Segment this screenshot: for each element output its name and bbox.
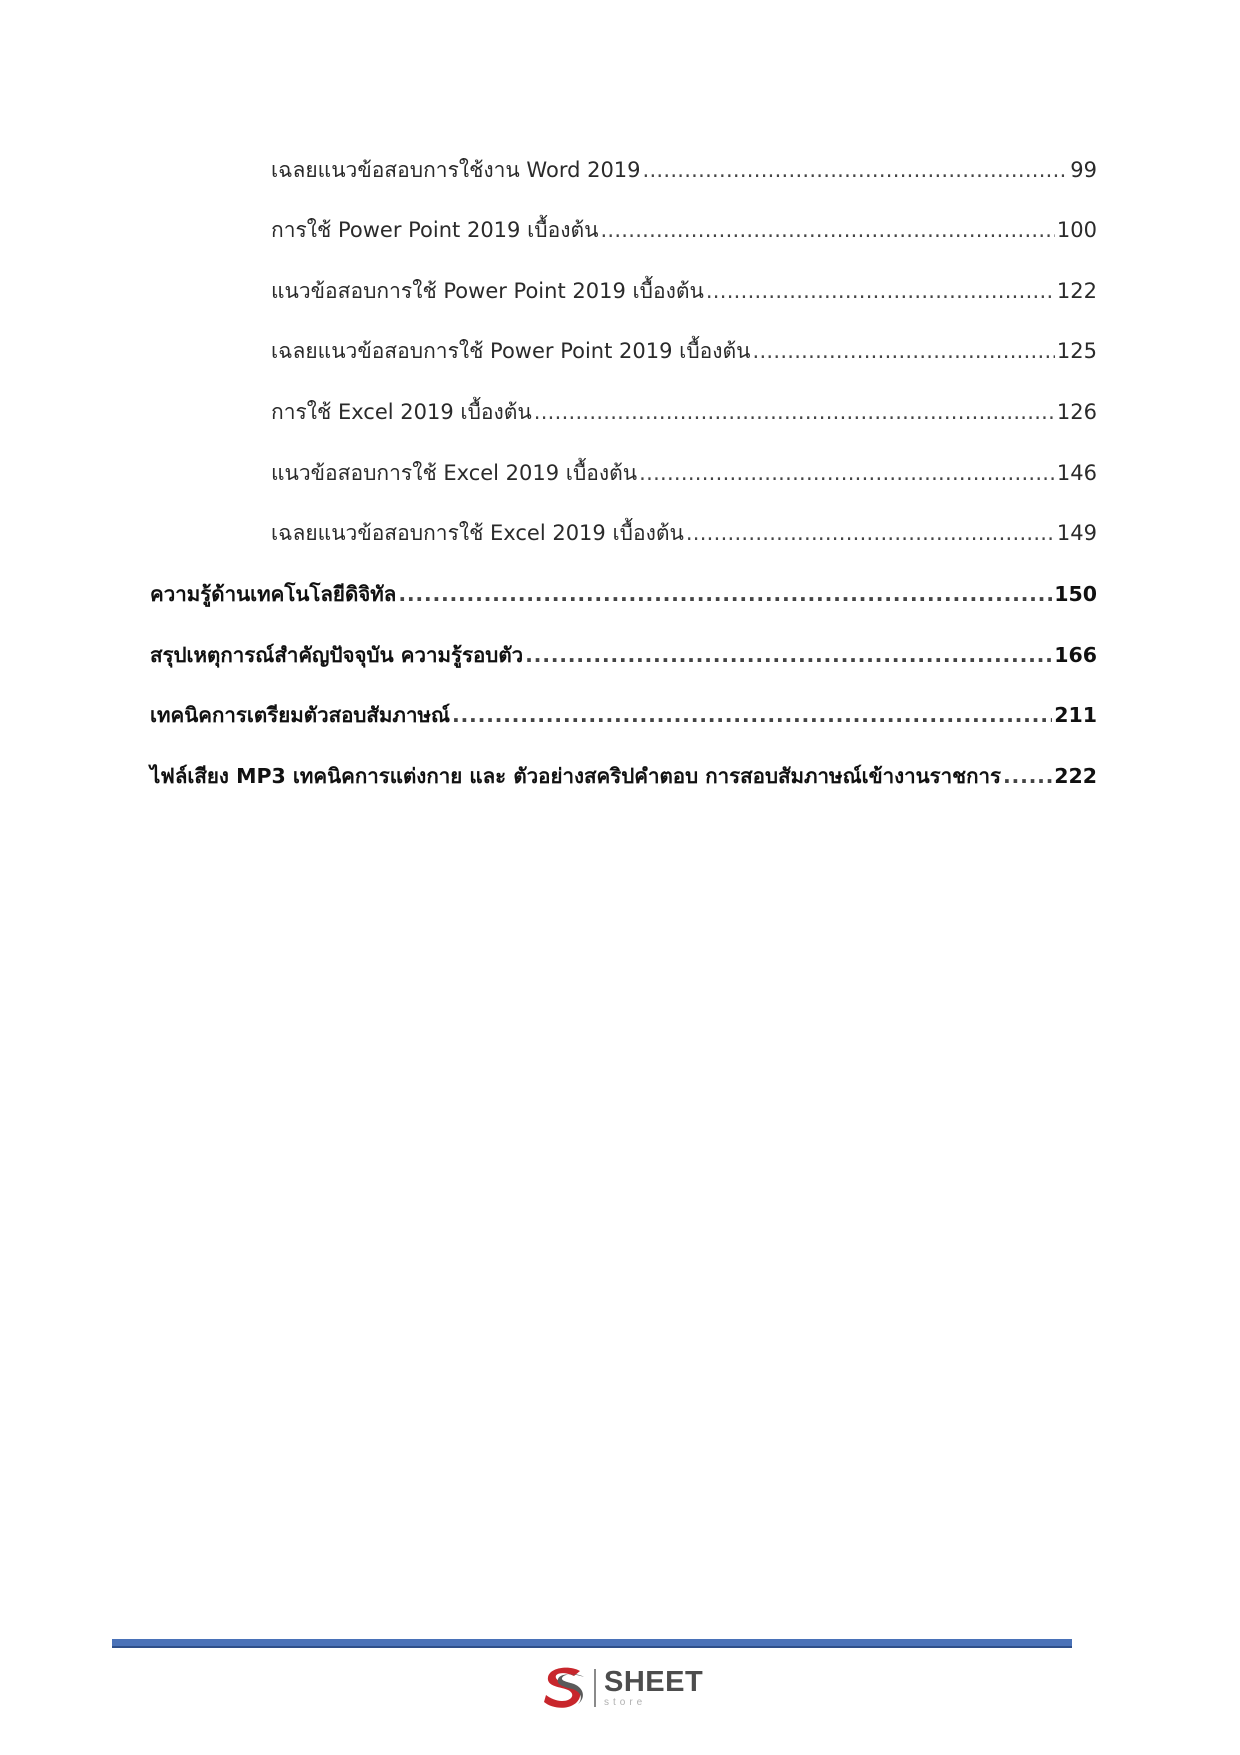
toc-entry-title: เทคนิคการเตรียมตัวสอบสัมภาษณ์ bbox=[150, 703, 450, 727]
toc-entry-title: สรุปเหตุการณ์สำคัญปัจจุบัน ความรู้รอบตัว bbox=[150, 643, 524, 667]
toc-entry-title: การใช้ Excel 2019 เบื้องต้น bbox=[271, 400, 532, 424]
toc-entry-page: 100 bbox=[1056, 218, 1097, 242]
toc-dot-leader bbox=[600, 210, 1054, 250]
toc-entry-page: 166 bbox=[1054, 643, 1097, 667]
toc-entry-page: 222 bbox=[1054, 764, 1097, 788]
footer-divider-line bbox=[112, 1639, 1072, 1648]
toc-entry-title: เฉลยแนวข้อสอบการใช้ Excel 2019 เบื้องต้น bbox=[271, 521, 684, 545]
toc-entry-title: การใช้ Power Point 2019 เบื้องต้น bbox=[271, 218, 599, 242]
toc-entry-title: ไฟล์เสียง MP3 เทคนิคการแต่งกาย และ ตัวอย่างสคริปคำตอบ การสอบสัมภาษณ์เข้างานราชการ bbox=[150, 764, 1002, 788]
sheet-store-logo bbox=[540, 1663, 703, 1713]
toc-entry-title: เฉลยแนวข้อสอบการใช้ Power Point 2019 เบื้องต้น bbox=[271, 339, 751, 363]
logo-word: SHEET bbox=[604, 1666, 704, 1698]
toc-dot-leader bbox=[753, 331, 1055, 371]
toc-entry[interactable] bbox=[271, 513, 1097, 553]
toc-entry-page: 126 bbox=[1056, 400, 1097, 424]
toc-entry-title: ความรู้ด้านเทคโนโลยีดิจิทัล bbox=[150, 582, 397, 606]
toc-entry-page: 211 bbox=[1054, 703, 1097, 727]
toc-entry[interactable] bbox=[150, 695, 1097, 735]
toc-dot-leader bbox=[643, 150, 1069, 190]
toc-dot-leader bbox=[534, 392, 1055, 432]
sheet-store-logo-icon bbox=[540, 1665, 590, 1711]
toc-entry-title: แนวข้อสอบการใช้ Power Point 2019 เบื้องต้น bbox=[271, 279, 704, 303]
toc-entry-page: 146 bbox=[1056, 461, 1097, 485]
toc-dot-leader bbox=[686, 513, 1055, 553]
toc-dot-leader bbox=[525, 635, 1052, 675]
toc-entry[interactable] bbox=[271, 210, 1097, 250]
toc-entry-page: 122 bbox=[1056, 279, 1097, 303]
toc-entry[interactable] bbox=[271, 392, 1097, 432]
toc-dot-leader bbox=[706, 271, 1055, 311]
toc-entry[interactable] bbox=[271, 150, 1097, 190]
toc-entry-page: 149 bbox=[1056, 521, 1097, 545]
toc-entry[interactable] bbox=[150, 574, 1097, 614]
toc-dot-leader bbox=[398, 574, 1052, 614]
toc-entry-title: เฉลยแนวข้อสอบการใช้งาน Word 2019 bbox=[271, 158, 641, 182]
toc-entry[interactable] bbox=[271, 271, 1097, 311]
logo-divider bbox=[594, 1669, 596, 1707]
toc-entry-page: 150 bbox=[1054, 582, 1097, 606]
logo-subtext: store bbox=[604, 1697, 647, 1708]
toc-dot-leader bbox=[639, 453, 1055, 493]
toc-entry[interactable] bbox=[271, 453, 1097, 493]
toc-entry-page: 125 bbox=[1056, 339, 1097, 363]
toc-entry[interactable] bbox=[150, 756, 1097, 796]
toc-dot-leader bbox=[452, 695, 1052, 735]
toc-entry[interactable] bbox=[271, 331, 1097, 371]
logo-text bbox=[604, 1668, 703, 1708]
toc-dot-leader bbox=[1003, 756, 1052, 796]
toc-entry-title: แนวข้อสอบการใช้ Excel 2019 เบื้องต้น bbox=[271, 461, 638, 485]
toc-entry[interactable] bbox=[150, 635, 1097, 675]
toc-entry-page: 99 bbox=[1070, 158, 1097, 182]
